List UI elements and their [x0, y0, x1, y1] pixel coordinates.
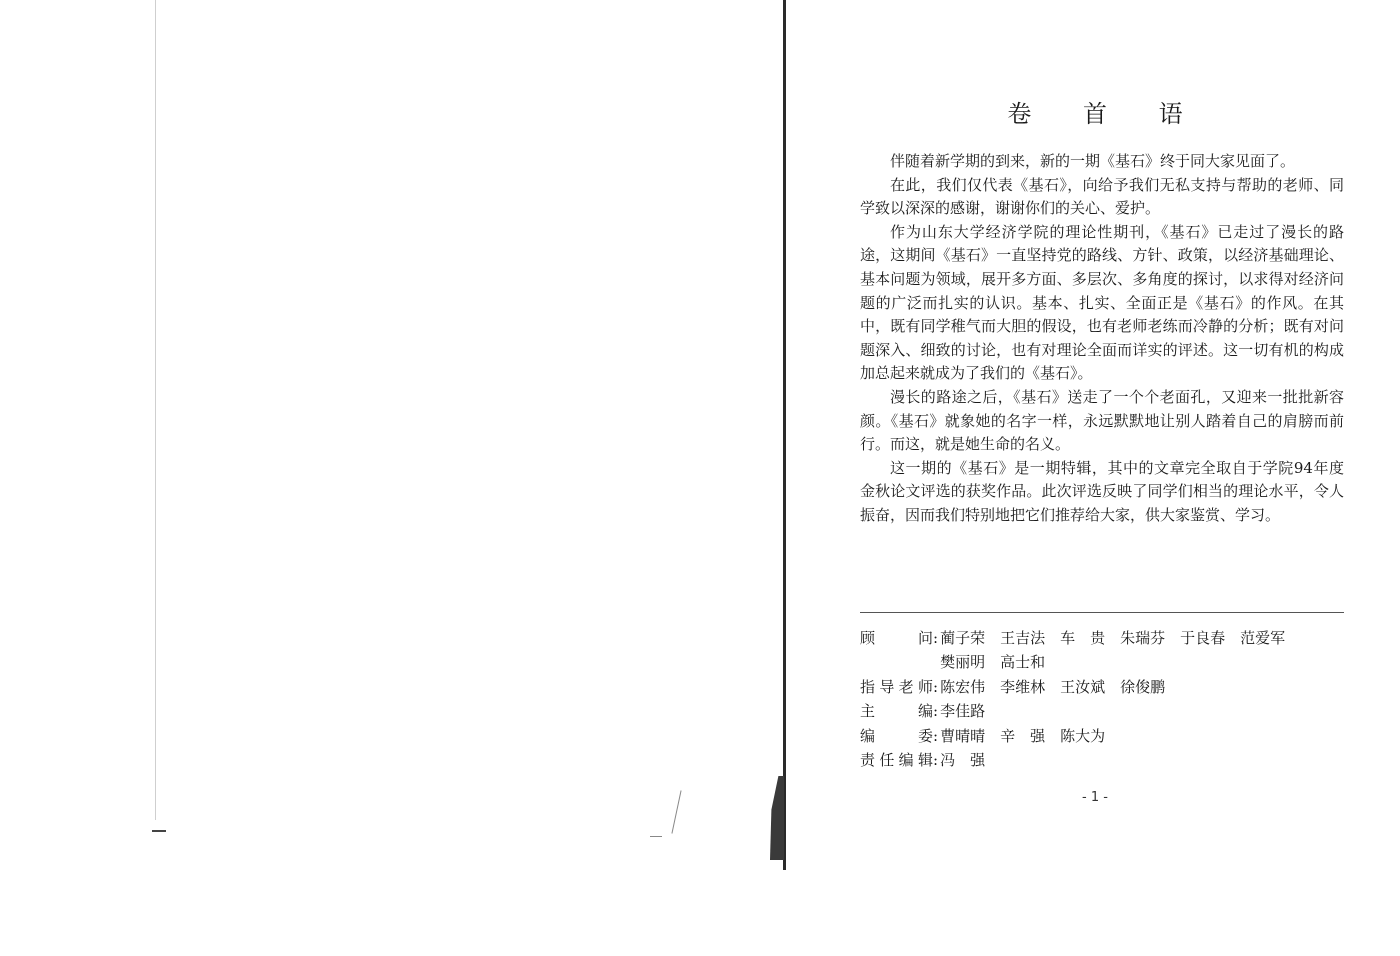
credit-row: [860, 699, 1344, 723]
scan-artifact: [650, 836, 662, 837]
page-title: 卷 首 语: [1007, 100, 1205, 128]
colon: :: [933, 751, 939, 770]
credit-names: 李佳路: [940, 702, 986, 721]
credit-names: 蔺子荣 王吉法 车 贵 朱瑞芬 于良春 范爱军: [940, 629, 1286, 647]
credit-label: 编委: [860, 726, 933, 745]
credit-row: [860, 724, 1344, 748]
paragraph: 作为山东大学经济学院的理论性期刊，《基石》已走过了漫长的路途，这期间《基石》一直坚持党的路线、方针、政策，以经济基础理论、基本问题为领域，展开多方面、多层次、多角度的探讨，以求得对经济问题的广泛而扎实的认识。基本、扎实、全面正是《基石》的作风。在其中，既有同学稚气而大胆的假设，也有老师老练而冷静的分析；既有对问题深入、细致的讨论，也有对理论全面而详实的评述。这一切有机的构成加总起来就成为了我们的《基石》。: [860, 222, 1344, 383]
credit-label: [860, 650, 933, 674]
colon: :: [933, 629, 939, 647]
paragraph: 伴随着新学期的到来，新的一期《基石》终于同大家见面了。: [890, 152, 1296, 170]
book-spine: [783, 0, 786, 870]
credit-names: 陈宏伟 李维林 王汝斌 徐俊鹏: [940, 677, 1166, 696]
credit-label: 责任编辑: [860, 751, 933, 770]
credit-row: [860, 626, 1344, 650]
paragraph: 漫长的路途之后，《基石》送走了一个个老面孔，又迎来一批批新容颜。《基石》就象她的名字一样，永远默默地让别人踏着自己的肩膀而前行。而这，就是她生命的名义。: [860, 387, 1344, 454]
credit-row: [860, 675, 1344, 699]
credit-label: 顾问: [860, 629, 933, 647]
credit-names: 冯 强: [940, 751, 986, 770]
credit-row: [860, 748, 1344, 772]
credit-names: 曹晴晴 辛 强 陈大为: [940, 726, 1106, 745]
page-number: - 1 -: [1082, 790, 1108, 805]
right-page: [790, 0, 1400, 956]
colon: :: [933, 726, 939, 745]
credit-label: 主编: [860, 702, 933, 721]
scan-artifact: [152, 830, 166, 832]
scan-artifact: [671, 790, 681, 833]
colon: :: [933, 702, 939, 721]
scan-edge-line: [155, 0, 156, 820]
paragraph: 这一期的《基石》是一期特辑，其中的文章完全取自于学院94年度金秋论文评选的获奖作品。此次评选反映了同学们相当的理论水平，令人振奋，因而我们特别地把它们推荐给大家，供大家鉴赏、学习。: [860, 458, 1344, 524]
colon: :: [933, 677, 939, 696]
credit-label: 指导老师: [860, 677, 933, 696]
paragraph: 在此，我们仅代表《基石》，向给予我们无私支持与帮助的老师、同学致以深深的感谢，谢谢你们的关心、爱护。: [860, 175, 1344, 218]
preface-body: [860, 150, 1344, 528]
masthead-credits: [860, 626, 1344, 772]
section-divider: [860, 612, 1344, 613]
credit-row: [860, 650, 1344, 674]
credit-names: 樊丽明 高士和: [940, 653, 1046, 672]
